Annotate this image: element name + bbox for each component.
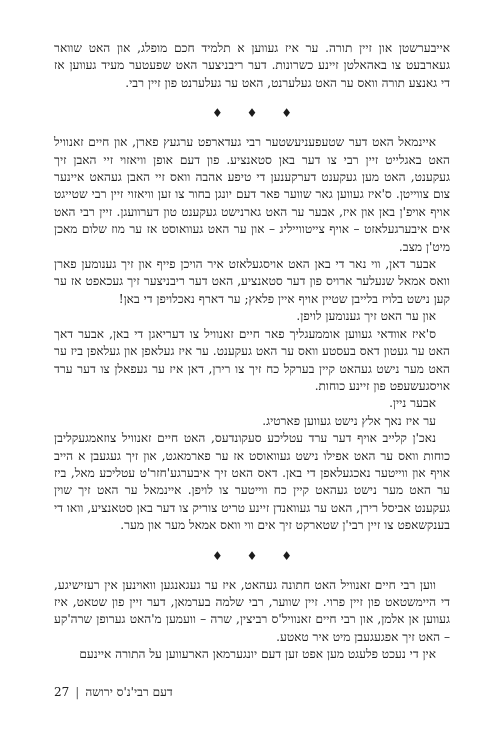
section-3 — [54, 577, 450, 664]
paragraph: ס'איז אוודאי געווען אוממעגליך פאר חיים זאנוויל צו דעריאגן די באן, אבער דאך האט ער געטון דאס בעסטע וואס ער האט געקענט. ער איז געלאפן און געלאפן ביז ער האט מער נישט געהאט קיין בערקל כח זיך צו רירן, דאן איז ער געפאלן צו דער ערד אויסגעשעפט פון זיינע כוחות. — [54, 326, 450, 393]
section-divider: ♦ ♦ ♦ — [212, 548, 302, 563]
paragraph: איינמאל האט דער שטעפעניעשטער רבי געדארפט ערגעץ פארן, און חיים זאנוויל האט באגלייט זיין רבי צו דער באן סטאנציע. פון דעם אופן וויאזוי זיי האבן זיך געקענט, האט מען געקענט דערקענען די טיפע אהבה וואס זיי האבן געהאט איינער צום צווייטן. ס'איז געווען גאר שווער פאר דעם יונגן בחור צו זען וויאזוי זיין רבי שטייגט אויף אויפ'ן באן און איז, אבער ער האט גארנישט געקענט טון דערוועגן. זיין רבי האט אים איבערגעלאזט – אויף צייטווייליג – און ער האט געוואוסט אז ער מוז שלום מאכן מיט'ן מצב. — [54, 135, 450, 254]
page-footer — [54, 684, 450, 700]
paragraph: אין די נעכט פלעגט מען אפט זען דעם יונגערמאן הארעווען על התורה איינעם — [79, 647, 436, 662]
paragraph: ווען רבי חיים זאנוויל האט חתונה געהאט, איז ער געגאנגען וואוינען אין רעזישיגע, די היימשטאט פון זיין פרוי. זיין שווער, רבי שלמה בערמאן, דער זיין פון שטאט, איז געווען אן אלמן, און רבי חיים זאנוויל'ס רביצין, שרה – וועמען מ'האט גערופן שרה'קע – האט זיך אפגעגעבן מיט איר טאטע. — [54, 577, 450, 644]
running-title: דעם רבי'נ'ס ירושה — [85, 685, 173, 699]
page-number: 27 — [54, 685, 70, 699]
paragraph: נאכ'ן קלייב אויף דער ערד עטליכע סעקונדעס, האט חיים זאנוויל צוזאמגעקליבן כוחות וואס ער האט אפילו נישט געוואוסט אז ער פארמאגט, און זיך געגעבן א הייב אויף און ווייטער נאכגעלאפן די באן. דאס האט זיך איבערגע'חזר'ט עטליכע מאל, ביז ער האט מער נישט געהאט קיין כח ווייטער צו לויפן. איינמאל ער האט זיך שוין געקענט אביסל רירן, האט ער געוואנדן זיינע טריט צוריק צו דער באן סטאנציע, וואו די בענקשאפט צו זיין רבי'ן שטארקט זיך אים ווי וואס אמאל מער און מער. — [54, 431, 450, 533]
footer-separator: | — [75, 685, 80, 699]
section-divider: ♦ ♦ ♦ — [212, 106, 302, 121]
paragraph: אבער דאן, ווי נאר די באן האט אויסגעלאזט איר הויכן פייף און זיך גענומען פארן וואס אמאל שנעלער ארויס פון דער סטאנציע, האט דער ריבניצער זיך געכאפט אז ער קען נישט בלויז בלייבן שטיין אויף איין פלאץ; ער דארף נאכלויפן די באן! — [54, 257, 450, 306]
paragraph: אבער ניין. — [389, 396, 436, 411]
section-1 — [54, 40, 450, 92]
paragraph: ער איז נאך אלץ נישט געווען פארטיג. — [262, 413, 436, 428]
paragraph: אייבערשטן און זיין תורה. ער איז געווען א תלמיד חכם מופלג, און האט שוואר געארבעט צו באהאלטן זיינע כשרונות. דער ריבניצער האט שפעטער מעיד געווען אז די גאנצע תורה וואס ער האט געלערנט, האט ער געלערנט פון זיין רבי. — [54, 41, 450, 90]
section-2 — [54, 134, 450, 534]
body-text — [54, 40, 450, 664]
paragraph: און ער האט זיך גענומען לויפן. — [296, 309, 436, 324]
